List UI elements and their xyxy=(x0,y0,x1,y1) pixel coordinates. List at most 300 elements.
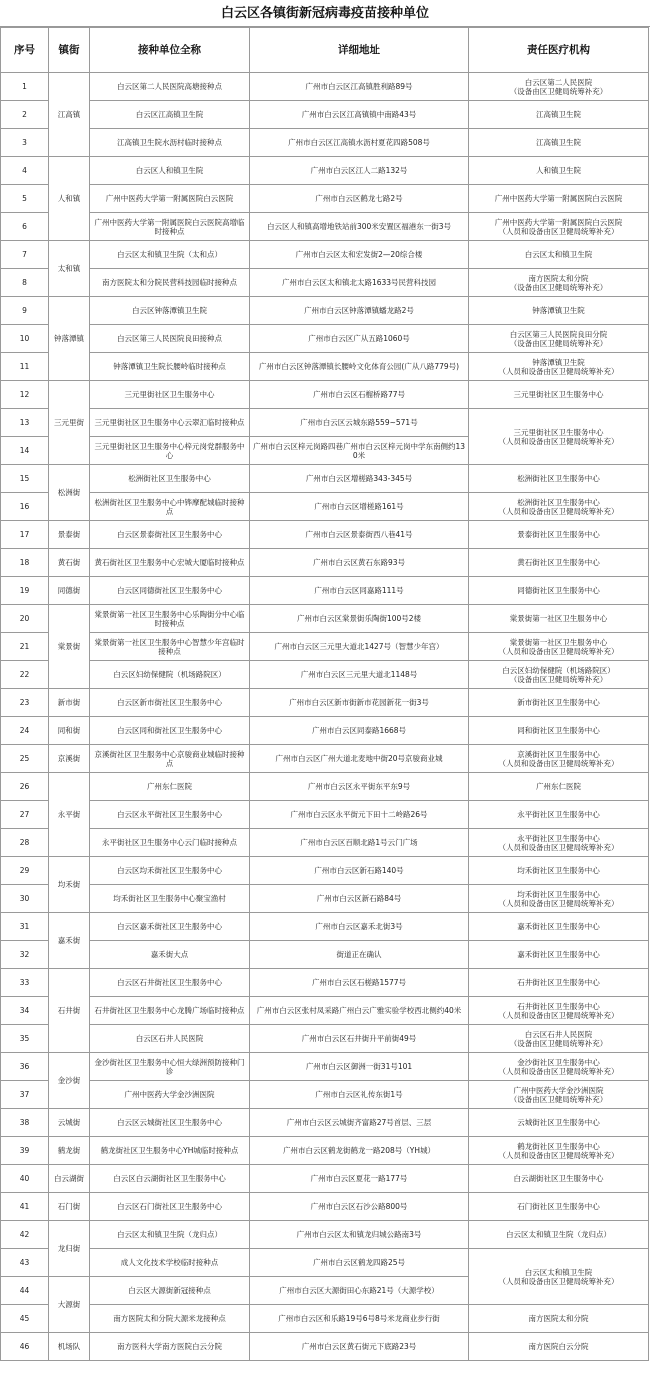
organization-cell xyxy=(469,969,649,997)
organization-cell xyxy=(469,913,649,941)
organization-cell xyxy=(469,745,649,773)
organization-cell xyxy=(469,829,649,857)
organization-cell xyxy=(469,465,649,493)
row-number: 39 xyxy=(1,1137,49,1165)
organization-cell xyxy=(469,1249,649,1305)
unit-name-cell: 成人文化技术学校临时接种点 xyxy=(90,1249,250,1277)
organization-cell xyxy=(469,493,649,521)
row-number: 8 xyxy=(1,269,49,297)
column-header-address: 详细地址 xyxy=(250,28,469,73)
table-row xyxy=(1,577,649,605)
town-cell: 棠景街 xyxy=(49,605,90,689)
unit-name-cell: 棠景街第一社区卫生服务中心乐陶街分中心临时接种点 xyxy=(90,605,250,633)
town-cell: 松洲街 xyxy=(49,465,90,521)
row-number: 27 xyxy=(1,801,49,829)
address-cell: 广州市白云区江高镇镇中南路43号 xyxy=(250,101,469,129)
address-cell: 广州市白云区江高镇水沥村夏花四路508号 xyxy=(250,129,469,157)
town-cell: 人和镇 xyxy=(49,157,90,241)
row-number: 44 xyxy=(1,1277,49,1305)
table-row xyxy=(1,689,649,717)
table-row xyxy=(1,325,649,353)
organization-name: 金沙街社区卫生服务中心 xyxy=(517,1057,600,1067)
column-header-unit: 接种单位全称 xyxy=(90,28,250,73)
address-cell: 广州市白云区广从五路1060号 xyxy=(250,325,469,353)
row-number: 14 xyxy=(1,437,49,465)
organization-name: 南方医院白云分院 xyxy=(528,1342,589,1351)
town-cell: 云城街 xyxy=(49,1109,90,1137)
organization-cell xyxy=(469,605,649,633)
organization-cell xyxy=(469,1305,649,1333)
address-cell: 广州市白云区三元里大道北1427号（智慧少年宫） xyxy=(250,633,469,661)
town-cell: 永平街 xyxy=(49,773,90,857)
unit-name-cell: 白云区妇幼保健院（机场路院区） xyxy=(90,661,250,689)
row-number: 18 xyxy=(1,549,49,577)
organization-cell xyxy=(469,801,649,829)
unit-name-cell: 白云区人和镇卫生院 xyxy=(90,157,250,185)
organization-cell xyxy=(469,297,649,325)
table-row xyxy=(1,633,649,661)
unit-name-cell: 均禾街社区卫生服务中心聚宝渔村 xyxy=(90,885,250,913)
address-cell: 广州市白云区增槎路161号 xyxy=(250,493,469,521)
address-cell: 广州市白云区礼传东街1号 xyxy=(250,1081,469,1109)
organization-cell xyxy=(469,129,649,157)
table-title: 白云区各镇街新冠病毒疫苗接种单位 xyxy=(0,0,650,27)
organization-note: （人员和设备由区卫健局统筹补充） xyxy=(498,366,619,376)
address-cell: 广州市白云区嘉禾北街3号 xyxy=(250,913,469,941)
address-cell: 广州市白云区石槎路1577号 xyxy=(250,969,469,997)
header-row xyxy=(1,28,649,73)
address-cell: 广州市白云区石沙公路800号 xyxy=(250,1193,469,1221)
organization-cell xyxy=(469,185,649,213)
address-cell: 广州市白云区夏花一路177号 xyxy=(250,1165,469,1193)
organization-cell xyxy=(469,73,649,101)
unit-name-cell: 松洲街社区卫生服务中心中铧摩配城临时接种点 xyxy=(90,493,250,521)
address-cell: 广州市白云区新石路140号 xyxy=(250,857,469,885)
organization-note: （设备由区卫健局统筹补充） xyxy=(509,1038,608,1048)
organization-cell xyxy=(469,213,649,241)
address-cell: 广州市白云区景泰街西八巷41号 xyxy=(250,521,469,549)
table-row xyxy=(1,521,649,549)
row-number: 3 xyxy=(1,129,49,157)
unit-name-cell: 白云区云城街社区卫生服务中心 xyxy=(90,1109,250,1137)
table-row xyxy=(1,969,649,997)
town-cell: 太和镇 xyxy=(49,241,90,297)
address-cell: 广州市白云区鹤龙七路2号 xyxy=(250,185,469,213)
table-row xyxy=(1,353,649,381)
organization-name: 景泰街社区卫生服务中心 xyxy=(517,530,600,539)
organization-note: （人员和设备由区卫健局统筹补充） xyxy=(498,1150,619,1160)
unit-name-cell: 三元里街社区卫生服务中心梓元岗党群服务中心 xyxy=(90,437,250,465)
table-row xyxy=(1,661,649,689)
organization-cell xyxy=(469,1025,649,1053)
row-number: 1 xyxy=(1,73,49,101)
column-header-town: 镇街 xyxy=(49,28,90,73)
address-cell: 广州市白云区百顺北路1号云门广场 xyxy=(250,829,469,857)
organization-name: 新市街社区卫生服务中心 xyxy=(517,698,600,707)
table-row xyxy=(1,381,649,409)
address-cell: 广州市白云区太和宏发街2—20综合楼 xyxy=(250,241,469,269)
organization-note: （人员和设备由区卫健局统筹补充） xyxy=(498,842,619,852)
unit-name-cell: 白云区石井人民医院 xyxy=(90,1025,250,1053)
table-row xyxy=(1,745,649,773)
table-row xyxy=(1,857,649,885)
table-row xyxy=(1,297,649,325)
table-row xyxy=(1,773,649,801)
organization-cell xyxy=(469,241,649,269)
town-cell: 新市街 xyxy=(49,689,90,717)
organization-name: 嘉禾街社区卫生服务中心 xyxy=(517,950,600,959)
table-row xyxy=(1,1165,649,1193)
organization-cell xyxy=(469,409,649,465)
organization-cell xyxy=(469,521,649,549)
address-cell: 广州市白云区御洲一街31号101 xyxy=(250,1053,469,1081)
organization-name: 广州东仁医院 xyxy=(536,782,581,791)
organization-name: 白云区石井人民医院 xyxy=(524,1029,593,1039)
organization-note: （设备由区卫健局统筹补充） xyxy=(509,338,608,348)
row-number: 13 xyxy=(1,409,49,437)
unit-name-cell: 三元里街社区卫生服务中心 xyxy=(90,381,250,409)
unit-name-cell: 钟落潭镇卫生院长腰岭临时接种点 xyxy=(90,353,250,381)
organization-cell xyxy=(469,157,649,185)
address-cell: 白云区人和镇高增地铁站前300米安置区福港东一街3号 xyxy=(250,213,469,241)
table-row xyxy=(1,1333,649,1361)
address-cell: 广州市白云区三元里大道北1148号 xyxy=(250,661,469,689)
unit-name-cell: 白云区太和镇卫生院（太和点） xyxy=(90,241,250,269)
row-number: 30 xyxy=(1,885,49,913)
address-cell: 广州市白云区江人二路132号 xyxy=(250,157,469,185)
organization-cell xyxy=(469,1053,649,1081)
table-row xyxy=(1,801,649,829)
address-cell: 广州市白云区广州大道北麦地中街20号京骏商业城 xyxy=(250,745,469,773)
unit-name-cell: 棠景街第一社区卫生服务中心智慧少年宫临时接种点 xyxy=(90,633,250,661)
row-number: 42 xyxy=(1,1221,49,1249)
organization-cell xyxy=(469,773,649,801)
address-cell: 广州市白云区石井街升平前街49号 xyxy=(250,1025,469,1053)
organization-name: 南方医院太和分院 xyxy=(528,1314,589,1323)
town-cell: 龙归街 xyxy=(49,1221,90,1277)
organization-name: 松洲街社区卫生服务中心 xyxy=(517,497,600,507)
unit-name-cell: 白云区同和街社区卫生服务中心 xyxy=(90,717,250,745)
address-cell: 广州市白云区新市街新市花园新花一街3号 xyxy=(250,689,469,717)
organization-cell xyxy=(469,633,649,661)
table-row xyxy=(1,1137,649,1165)
unit-name-cell: 白云区第二人民医院高塘接种点 xyxy=(90,73,250,101)
organization-name: 同德街社区卫生服务中心 xyxy=(517,586,600,595)
town-cell: 石门街 xyxy=(49,1193,90,1221)
address-cell: 广州市白云区新石路84号 xyxy=(250,885,469,913)
row-number: 32 xyxy=(1,941,49,969)
organization-name: 石门街社区卫生服务中心 xyxy=(517,1202,600,1211)
row-number: 41 xyxy=(1,1193,49,1221)
unit-name-cell: 广州中医药大学金沙洲医院 xyxy=(90,1081,250,1109)
organization-name: 棠景街第一社区卫生服务中心 xyxy=(509,614,608,623)
table-row xyxy=(1,605,649,633)
row-number: 28 xyxy=(1,829,49,857)
organization-cell xyxy=(469,717,649,745)
row-number: 45 xyxy=(1,1305,49,1333)
organization-note: （设备由区卫健局统筹补充） xyxy=(509,1094,608,1104)
organization-name: 同和街社区卫生服务中心 xyxy=(517,726,600,735)
unit-name-cell: 永平街社区卫生服务中心云门临时接种点 xyxy=(90,829,250,857)
organization-name: 永平街社区卫生服务中心 xyxy=(517,833,600,843)
row-number: 5 xyxy=(1,185,49,213)
table-row xyxy=(1,101,649,129)
unit-name-cell: 白云区永平街社区卫生服务中心 xyxy=(90,801,250,829)
organization-name: 白云区太和镇卫生院 xyxy=(524,250,593,259)
address-cell: 广州市白云区钟落潭镇蟠龙路2号 xyxy=(250,297,469,325)
organization-name: 石井街社区卫生服务中心 xyxy=(517,1001,600,1011)
address-cell: 广州市白云区江高镇胜利路89号 xyxy=(250,73,469,101)
organization-cell xyxy=(469,997,649,1025)
row-number: 38 xyxy=(1,1109,49,1137)
organization-note: （人员和设备由区卫健局统筹补充） xyxy=(498,506,619,516)
organization-name: 白云区第三人民医院良田分院 xyxy=(509,329,608,339)
organization-cell xyxy=(469,661,649,689)
organization-note: （人员和设备由区卫健局统筹补充） xyxy=(498,1276,619,1286)
unit-name-cell: 南方医院太和分院大源米龙接种点 xyxy=(90,1305,250,1333)
address-cell: 广州市白云区和乐路19号6号8号米龙商业步行街 xyxy=(250,1305,469,1333)
unit-name-cell: 白云区江高镇卫生院 xyxy=(90,101,250,129)
organization-note: （人员和设备由区卫健局统筹补充） xyxy=(498,758,619,768)
unit-name-cell: 白云区石井街社区卫生服务中心 xyxy=(90,969,250,997)
address-cell: 广州市白云区鹤龙街鹤龙一路208号（YH城） xyxy=(250,1137,469,1165)
unit-name-cell: 白云区石门街社区卫生服务中心 xyxy=(90,1193,250,1221)
organization-name: 白云区妇幼保健院（机场路院区） xyxy=(502,665,615,675)
table-row xyxy=(1,493,649,521)
unit-name-cell: 白云区景泰街社区卫生服务中心 xyxy=(90,521,250,549)
organization-note: （人员和设备由区卫健局统筹补充） xyxy=(498,898,619,908)
organization-cell xyxy=(469,1137,649,1165)
organization-name: 三元里街社区卫生服务中心 xyxy=(513,427,604,437)
organization-name: 人和镇卫生院 xyxy=(536,166,581,175)
row-number: 16 xyxy=(1,493,49,521)
organization-name: 鹤龙街社区卫生服务中心 xyxy=(517,1141,600,1151)
organization-cell xyxy=(469,577,649,605)
organization-cell xyxy=(469,325,649,353)
table-row xyxy=(1,157,649,185)
unit-name-cell: 白云区均禾街社区卫生服务中心 xyxy=(90,857,250,885)
town-cell: 大源街 xyxy=(49,1277,90,1333)
address-cell: 广州市白云区永平街元下田十二岭路26号 xyxy=(250,801,469,829)
address-cell: 广州市白云区云城街齐富路27号首层、三层 xyxy=(250,1109,469,1137)
unit-name-cell: 白云区新市街社区卫生服务中心 xyxy=(90,689,250,717)
row-number: 19 xyxy=(1,577,49,605)
address-cell: 广州市白云区大源街田心东路21号（大源学校） xyxy=(250,1277,469,1305)
town-cell: 京溪街 xyxy=(49,745,90,773)
row-number: 4 xyxy=(1,157,49,185)
row-number: 31 xyxy=(1,913,49,941)
organization-name: 云城街社区卫生服务中心 xyxy=(517,1118,600,1127)
organization-name: 钟落潭镇卫生院 xyxy=(532,357,585,367)
organization-cell xyxy=(469,885,649,913)
table-row xyxy=(1,1305,649,1333)
organization-name: 江高镇卫生院 xyxy=(536,110,581,119)
town-cell: 同德街 xyxy=(49,577,90,605)
table-row xyxy=(1,129,649,157)
address-cell: 广州市白云区梓元岗路四巷广州市白云区梓元岗中学东南侧约130米 xyxy=(250,437,469,465)
organization-name: 均禾街社区卫生服务中心 xyxy=(517,889,600,899)
organization-name: 广州中医药大学金沙洲医院 xyxy=(513,1085,604,1095)
row-number: 36 xyxy=(1,1053,49,1081)
organization-name: 钟落潭镇卫生院 xyxy=(532,306,585,315)
table-row xyxy=(1,213,649,241)
town-cell: 景泰街 xyxy=(49,521,90,549)
organization-cell xyxy=(469,353,649,381)
row-number: 46 xyxy=(1,1333,49,1361)
unit-name-cell: 三元里街社区卫生服务中心云翠汇临时接种点 xyxy=(90,409,250,437)
town-cell: 嘉禾街 xyxy=(49,913,90,969)
organization-cell xyxy=(469,941,649,969)
organization-cell xyxy=(469,381,649,409)
unit-name-cell: 白云区大源街新冠接种点 xyxy=(90,1277,250,1305)
unit-name-cell: 白云区同德街社区卫生服务中心 xyxy=(90,577,250,605)
town-cell: 石井街 xyxy=(49,969,90,1053)
organization-cell xyxy=(469,1193,649,1221)
organization-cell xyxy=(469,1221,649,1249)
address-cell: 广州市白云区同嘉路111号 xyxy=(250,577,469,605)
unit-name-cell: 白云区第三人民医院良田接种点 xyxy=(90,325,250,353)
organization-cell xyxy=(469,1333,649,1361)
row-number: 43 xyxy=(1,1249,49,1277)
organization-name: 南方医院太和分院 xyxy=(528,273,589,283)
table-row xyxy=(1,1249,649,1277)
address-cell: 广州市白云区石榴桥路77号 xyxy=(250,381,469,409)
table-row xyxy=(1,549,649,577)
organization-name: 白云湖街社区卫生服务中心 xyxy=(513,1174,604,1183)
organization-note: （设备由区卫健局统筹补充） xyxy=(509,86,608,96)
unit-name-cell: 白云区嘉禾街社区卫生服务中心 xyxy=(90,913,250,941)
address-cell: 广州市白云区云城东路559~571号 xyxy=(250,409,469,437)
row-number: 22 xyxy=(1,661,49,689)
organization-note: （人员和设备由区卫健局统筹补充） xyxy=(498,226,619,236)
row-number: 23 xyxy=(1,689,49,717)
unit-name-cell: 黄石街社区卫生服务中心宏城大厦临时接种点 xyxy=(90,549,250,577)
organization-name: 白云区太和镇卫生院（龙归点） xyxy=(506,1230,611,1239)
unit-name-cell: 白云区钟落潭镇卫生院 xyxy=(90,297,250,325)
organization-cell xyxy=(469,1165,649,1193)
town-cell: 金沙街 xyxy=(49,1053,90,1109)
table-row xyxy=(1,73,649,101)
row-number: 34 xyxy=(1,997,49,1025)
unit-name-cell: 广州中医药大学第一附属医院白云医院高增临时接种点 xyxy=(90,213,250,241)
organization-cell xyxy=(469,1081,649,1109)
address-cell: 广州市白云区黄石东路93号 xyxy=(250,549,469,577)
organization-cell xyxy=(469,1109,649,1137)
table-row xyxy=(1,941,649,969)
organization-name: 京溪街社区卫生服务中心 xyxy=(517,749,600,759)
organization-name: 三元里街社区卫生服务中心 xyxy=(513,390,604,399)
organization-name: 江高镇卫生院 xyxy=(536,138,581,147)
table-row xyxy=(1,1081,649,1109)
row-number: 12 xyxy=(1,381,49,409)
table-row xyxy=(1,997,649,1025)
row-number: 11 xyxy=(1,353,49,381)
table-body xyxy=(1,73,649,1361)
column-header-organization: 责任医疗机构 xyxy=(469,28,649,73)
organization-name: 广州中医药大学第一附属医院白云医院 xyxy=(494,194,623,203)
table-row xyxy=(1,829,649,857)
town-cell: 机场队 xyxy=(49,1333,90,1361)
table-row xyxy=(1,269,649,297)
row-number: 25 xyxy=(1,745,49,773)
row-number: 2 xyxy=(1,101,49,129)
row-number: 6 xyxy=(1,213,49,241)
organization-note: （设备由区卫健局统筹补充） xyxy=(509,674,608,684)
unit-name-cell: 鹤龙街社区卫生服务中心YH城临时接种点 xyxy=(90,1137,250,1165)
unit-name-cell: 松洲街社区卫生服务中心 xyxy=(90,465,250,493)
organization-cell xyxy=(469,269,649,297)
address-cell: 广州市白云区永平街东平东9号 xyxy=(250,773,469,801)
address-cell: 广州市白云区太和镇北太路1633号民营科技园 xyxy=(250,269,469,297)
table-row xyxy=(1,409,649,437)
table-row xyxy=(1,241,649,269)
unit-name-cell: 广州中医药大学第一附属医院白云医院 xyxy=(90,185,250,213)
unit-name-cell: 石井街社区卫生服务中心龙腾广场临时接种点 xyxy=(90,997,250,1025)
organization-note: （人员和设备由区卫健局统筹补充） xyxy=(498,436,619,446)
row-number: 26 xyxy=(1,773,49,801)
town-cell: 黄石街 xyxy=(49,549,90,577)
town-cell: 三元里街 xyxy=(49,381,90,465)
town-cell: 鹤龙街 xyxy=(49,1137,90,1165)
organization-note: （人员和设备由区卫健局统筹补充） xyxy=(498,1066,619,1076)
organization-name: 棠景街第一社区卫生服务中心 xyxy=(509,637,608,647)
row-number: 17 xyxy=(1,521,49,549)
row-number: 35 xyxy=(1,1025,49,1053)
organization-note: （人员和设备由区卫健局统筹补充） xyxy=(498,646,619,656)
table-row xyxy=(1,1221,649,1249)
row-number: 40 xyxy=(1,1165,49,1193)
row-number: 15 xyxy=(1,465,49,493)
organization-cell xyxy=(469,857,649,885)
vaccination-sites-table xyxy=(0,27,649,1361)
organization-cell xyxy=(469,689,649,717)
organization-note: （人员和设备由区卫健局统筹补充） xyxy=(498,1010,619,1020)
row-number: 29 xyxy=(1,857,49,885)
organization-name: 白云区第二人民医院 xyxy=(524,77,593,87)
row-number: 7 xyxy=(1,241,49,269)
row-number: 24 xyxy=(1,717,49,745)
organization-name: 松洲街社区卫生服务中心 xyxy=(517,474,600,483)
column-header-number: 序号 xyxy=(1,28,49,73)
unit-name-cell: 白云区白云湖街社区卫生服务中心 xyxy=(90,1165,250,1193)
organization-cell xyxy=(469,549,649,577)
address-cell: 广州市白云区黄石街元下底路23号 xyxy=(250,1333,469,1361)
unit-name-cell: 京溪街社区卫生服务中心京骏商业城临时接种点 xyxy=(90,745,250,773)
organization-cell xyxy=(469,101,649,129)
organization-name: 广州中医药大学第一附属医院白云医院 xyxy=(494,217,623,227)
unit-name-cell: 江高镇卫生院水沥村临时接种点 xyxy=(90,129,250,157)
address-cell: 广州市白云区同泰路1668号 xyxy=(250,717,469,745)
table-row xyxy=(1,913,649,941)
table-row xyxy=(1,1025,649,1053)
row-number: 20 xyxy=(1,605,49,633)
table-row xyxy=(1,885,649,913)
table-row xyxy=(1,465,649,493)
table-row xyxy=(1,717,649,745)
organization-note: （设备由区卫健局统筹补充） xyxy=(509,282,608,292)
row-number: 37 xyxy=(1,1081,49,1109)
unit-name-cell: 嘉禾街大点 xyxy=(90,941,250,969)
row-number: 21 xyxy=(1,633,49,661)
address-cell: 广州市白云区增槎路343-345号 xyxy=(250,465,469,493)
table-row xyxy=(1,1109,649,1137)
row-number: 9 xyxy=(1,297,49,325)
row-number: 33 xyxy=(1,969,49,997)
town-cell: 钟落潭镇 xyxy=(49,297,90,381)
organization-name: 白云区太和镇卫生院 xyxy=(524,1267,593,1277)
address-cell: 街道正在确认 xyxy=(250,941,469,969)
table-row xyxy=(1,1053,649,1081)
